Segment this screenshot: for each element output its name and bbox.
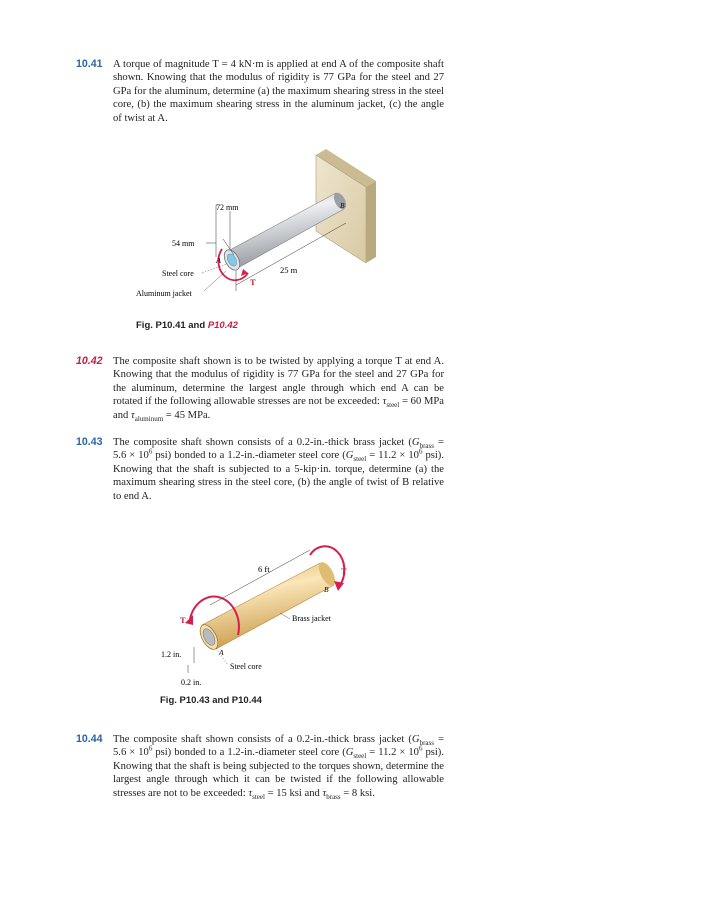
problem-number: 10.41 <box>76 58 103 70</box>
figure2-caption: Fig. P10.43 and P10.44 <box>160 695 262 706</box>
thickness-label: 0.2 in. <box>181 678 202 687</box>
problem-text-main: The composite shaft shown is to be twisted by applying a torque T at end A. Knowing that the modulus of rigidity is 77 GPa for the steel and 27 GPa for the aluminum, determine the largest angle through which end A can be rotated if the following allowable stresses are not be exceeded: <box>113 356 444 408</box>
figure-p10-41 <box>130 145 390 320</box>
problem-text-b: psi) bonded to a 1.2-in.-diameter steel core <box>155 747 340 759</box>
end-b-label: B <box>324 585 329 594</box>
g-steel-value: 11.2 × 10 <box>378 450 419 462</box>
problem-text-c: psi). Knowing that the shaft is being subjected to the torques shown, determine the largest angle through which it can be twisted if the following allowable stresses are not to be exceeded: <box>113 747 444 799</box>
tau-steel-value: 60 MPa <box>410 396 444 408</box>
aluminum-jacket-label: Aluminum jacket <box>136 289 192 298</box>
problem-text-b: psi) bonded to a 1.2-in.-diameter steel core <box>155 450 340 462</box>
brass-jacket-label: Brass jacket <box>292 614 331 623</box>
end-a-label: A <box>216 256 221 265</box>
length-label: 25 m <box>280 265 298 275</box>
problem-text-a: The composite shaft shown consists of a 0.2-in.-thick brass jacket <box>113 734 405 745</box>
steel-core-leader <box>202 264 227 273</box>
problem-number: 10.44 <box>76 733 103 745</box>
problem-10-41 <box>76 58 444 125</box>
brass-leader <box>280 613 290 619</box>
problem-10-42 <box>76 355 444 422</box>
tau-aluminum-value: 45 MPa. <box>174 409 211 421</box>
dim-72-label: 72 mm <box>216 203 239 212</box>
end-a-label: A <box>219 648 224 657</box>
figure1-caption <box>136 320 238 331</box>
problem-text-a: The composite shaft shown consists of a 0.2-in.-thick brass jacket <box>113 437 405 448</box>
steel-core-label: Steel core <box>230 662 262 671</box>
dim-54-label: 54 mm <box>172 239 195 248</box>
tau-steel-value: 15 ksi <box>276 787 302 799</box>
problem-number: 10.43 <box>76 436 103 448</box>
g-brass-value: 5.6 × 10 <box>113 747 149 759</box>
figure-p10-43 <box>140 545 370 695</box>
g-brass-value: 5.6 × 10 <box>113 450 149 462</box>
diameter-label: 1.2 in. <box>161 650 182 659</box>
steel-core-label: Steel core <box>162 269 194 278</box>
problem-text: The composite shaft shown consists of a 0.2-in.-thick brass jacket ($G_{brass} = 5.6 \times 10^6$ psi) bonded to a 1.2-in.-diameter steel core ($G_{steel} = 11.2 \times 10^6$ psi). Knowing that the shaft is being subjected to the torques shown, determine the largest angle through which it can be twisted if the following allowable stresses are not to be exceeded: $\tau_{steel} = 15$ ksi and $\tau_{brass} = 8$ ksi. <box>113 734 444 801</box>
brass-jacket <box>202 563 334 649</box>
problem-text: The composite shaft shown is to be twisted by applying a torque T at end A. Knowing that the modulus of rigidity is 77 GPa for the steel and 27 GPa for the aluminum, determine the largest angle through which end A can be rotated if the following allowable stresses are not be exceeded: $\tau_{steel} = 60$ MPa and $\tau_{aluminum} = 45$ MPa. <box>113 356 444 423</box>
figure1-caption-red: P10.42 <box>207 320 238 331</box>
g-steel-value: 11.2 × 10 <box>378 747 419 759</box>
problem-number: 10.42 <box>76 355 103 367</box>
problem-text-c: psi). Knowing that the shaft is subjected to a 5-kip·in. torque, determine (a) the maximum shearing stress in the steel core, (b) the angle of twist of B relative to end A. <box>113 450 444 502</box>
end-b-label: B <box>340 201 345 210</box>
torque-arrowhead-left <box>185 615 193 625</box>
length-label: 6 ft <box>258 564 270 574</box>
torque-right-label: T <box>341 566 347 576</box>
aluminum-leader <box>204 271 226 291</box>
problem-text: A torque of magnitude T = 4 kN·m is applied at end A of the composite shaft shown. Knowing that the modulus of rigidity is 77 GPa for the steel and 27 GPa for the aluminum, determine (a) the maximum shearing stress in the steel core, (b) the maximum shearing stress in the aluminum jacket, (c) the angle of twist at A. <box>113 59 444 124</box>
problem-text: The composite shaft shown consists of a 0.2-in.-thick brass jacket ($G_{brass} = 5.6 \times 10^6$ psi) bonded to a 1.2-in.-diameter steel core ($G_{steel} = 11.2 \times 10^6$ psi). Knowing that the shaft is subjected to a 5-kip·in. torque, determine (a) the maximum shearing stress in the steel core, (b) the angle of twist of B relative to end A. <box>113 437 444 502</box>
torque-left-label: T <box>180 615 186 625</box>
torque-label: T <box>250 277 256 287</box>
figure1-caption-text: Fig. P10.41 and <box>136 320 206 331</box>
problem-10-44 <box>76 733 444 800</box>
wall-edge <box>366 181 376 263</box>
tau-brass-value: 8 ksi. <box>351 787 375 799</box>
problem-10-43 <box>76 436 444 503</box>
